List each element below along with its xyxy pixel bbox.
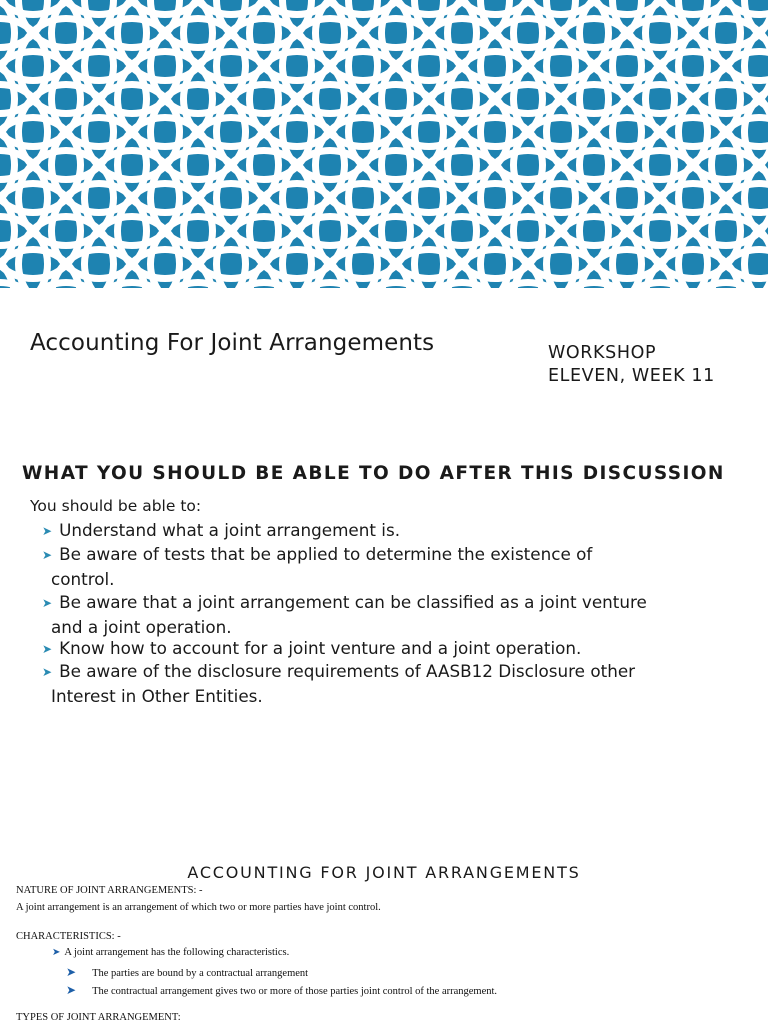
- objectives-heading: WHAT YOU SHOULD BE ABLE TO DO AFTER THIS DISCUSSION: [22, 463, 725, 484]
- objective-text: Be aware of tests that be applied to determine the existence of: [59, 544, 593, 564]
- arrow-bullet-icon: ➤: [42, 524, 53, 538]
- characteristics-subtext: The parties are bound by a contractual arrangement: [92, 968, 309, 979]
- characteristics-heading: CHARACTERISTICS: -: [16, 931, 121, 942]
- characteristics-subitem: [66, 983, 497, 997]
- objective-text: Know how to account for a joint venture and a joint operation.: [59, 638, 582, 658]
- objective-item: [42, 591, 742, 639]
- objective-text: Understand what a joint arrangement is.: [59, 520, 401, 540]
- objective-item: [42, 519, 742, 544]
- slide-title: Accounting For Joint Arrangements: [30, 330, 435, 356]
- objective-text: Be aware of the disclosure requirements of AASB12 Disclosure other: [59, 661, 636, 681]
- arrow-bullet-icon: ➤: [66, 983, 77, 997]
- section-heading: ACCOUNTING FOR JOINT ARRANGEMENTS: [187, 863, 581, 882]
- objective-text: Be aware that a joint arrangement can be classified as a joint venture: [59, 592, 647, 612]
- nature-text: A joint arrangement is an arrangement of which two or more parties have joint control.: [16, 902, 381, 913]
- objectives-intro: You should be able to:: [30, 497, 202, 515]
- objective-item: [42, 660, 742, 708]
- objective-item: [42, 543, 742, 591]
- workshop-label-line1: WORKSHOP: [548, 343, 657, 363]
- characteristics-item: [52, 947, 289, 958]
- arrow-bullet-icon: ➤: [42, 596, 53, 610]
- arrow-bullet-icon: ➤: [52, 947, 61, 958]
- circle-lattice-pattern: [0, 0, 768, 288]
- objective-item: [42, 637, 742, 662]
- characteristics-subitem: [66, 965, 308, 979]
- characteristics-subtext: The contractual arrangement gives two or more of those parties joint control of the arrangement.: [92, 986, 498, 997]
- arrow-bullet-icon: ➤: [42, 665, 53, 679]
- arrow-bullet-icon: ➤: [66, 965, 77, 979]
- arrow-bullet-icon: ➤: [42, 642, 53, 656]
- characteristics-text: A joint arrangement has the following characteristics.: [64, 947, 290, 958]
- objective-text-continued: control.: [51, 569, 115, 589]
- objective-text-continued: Interest in Other Entities.: [51, 686, 263, 706]
- decorative-pattern-banner: [0, 0, 768, 288]
- nature-heading: NATURE OF JOINT ARRANGEMENTS: -: [16, 885, 203, 896]
- objective-text-continued: and a joint operation.: [51, 617, 232, 637]
- arrow-bullet-icon: ➤: [42, 548, 53, 562]
- workshop-label-line2: ELEVEN, WEEK 11: [548, 366, 715, 386]
- types-heading: TYPES OF JOINT ARRANGEMENT:: [16, 1012, 181, 1023]
